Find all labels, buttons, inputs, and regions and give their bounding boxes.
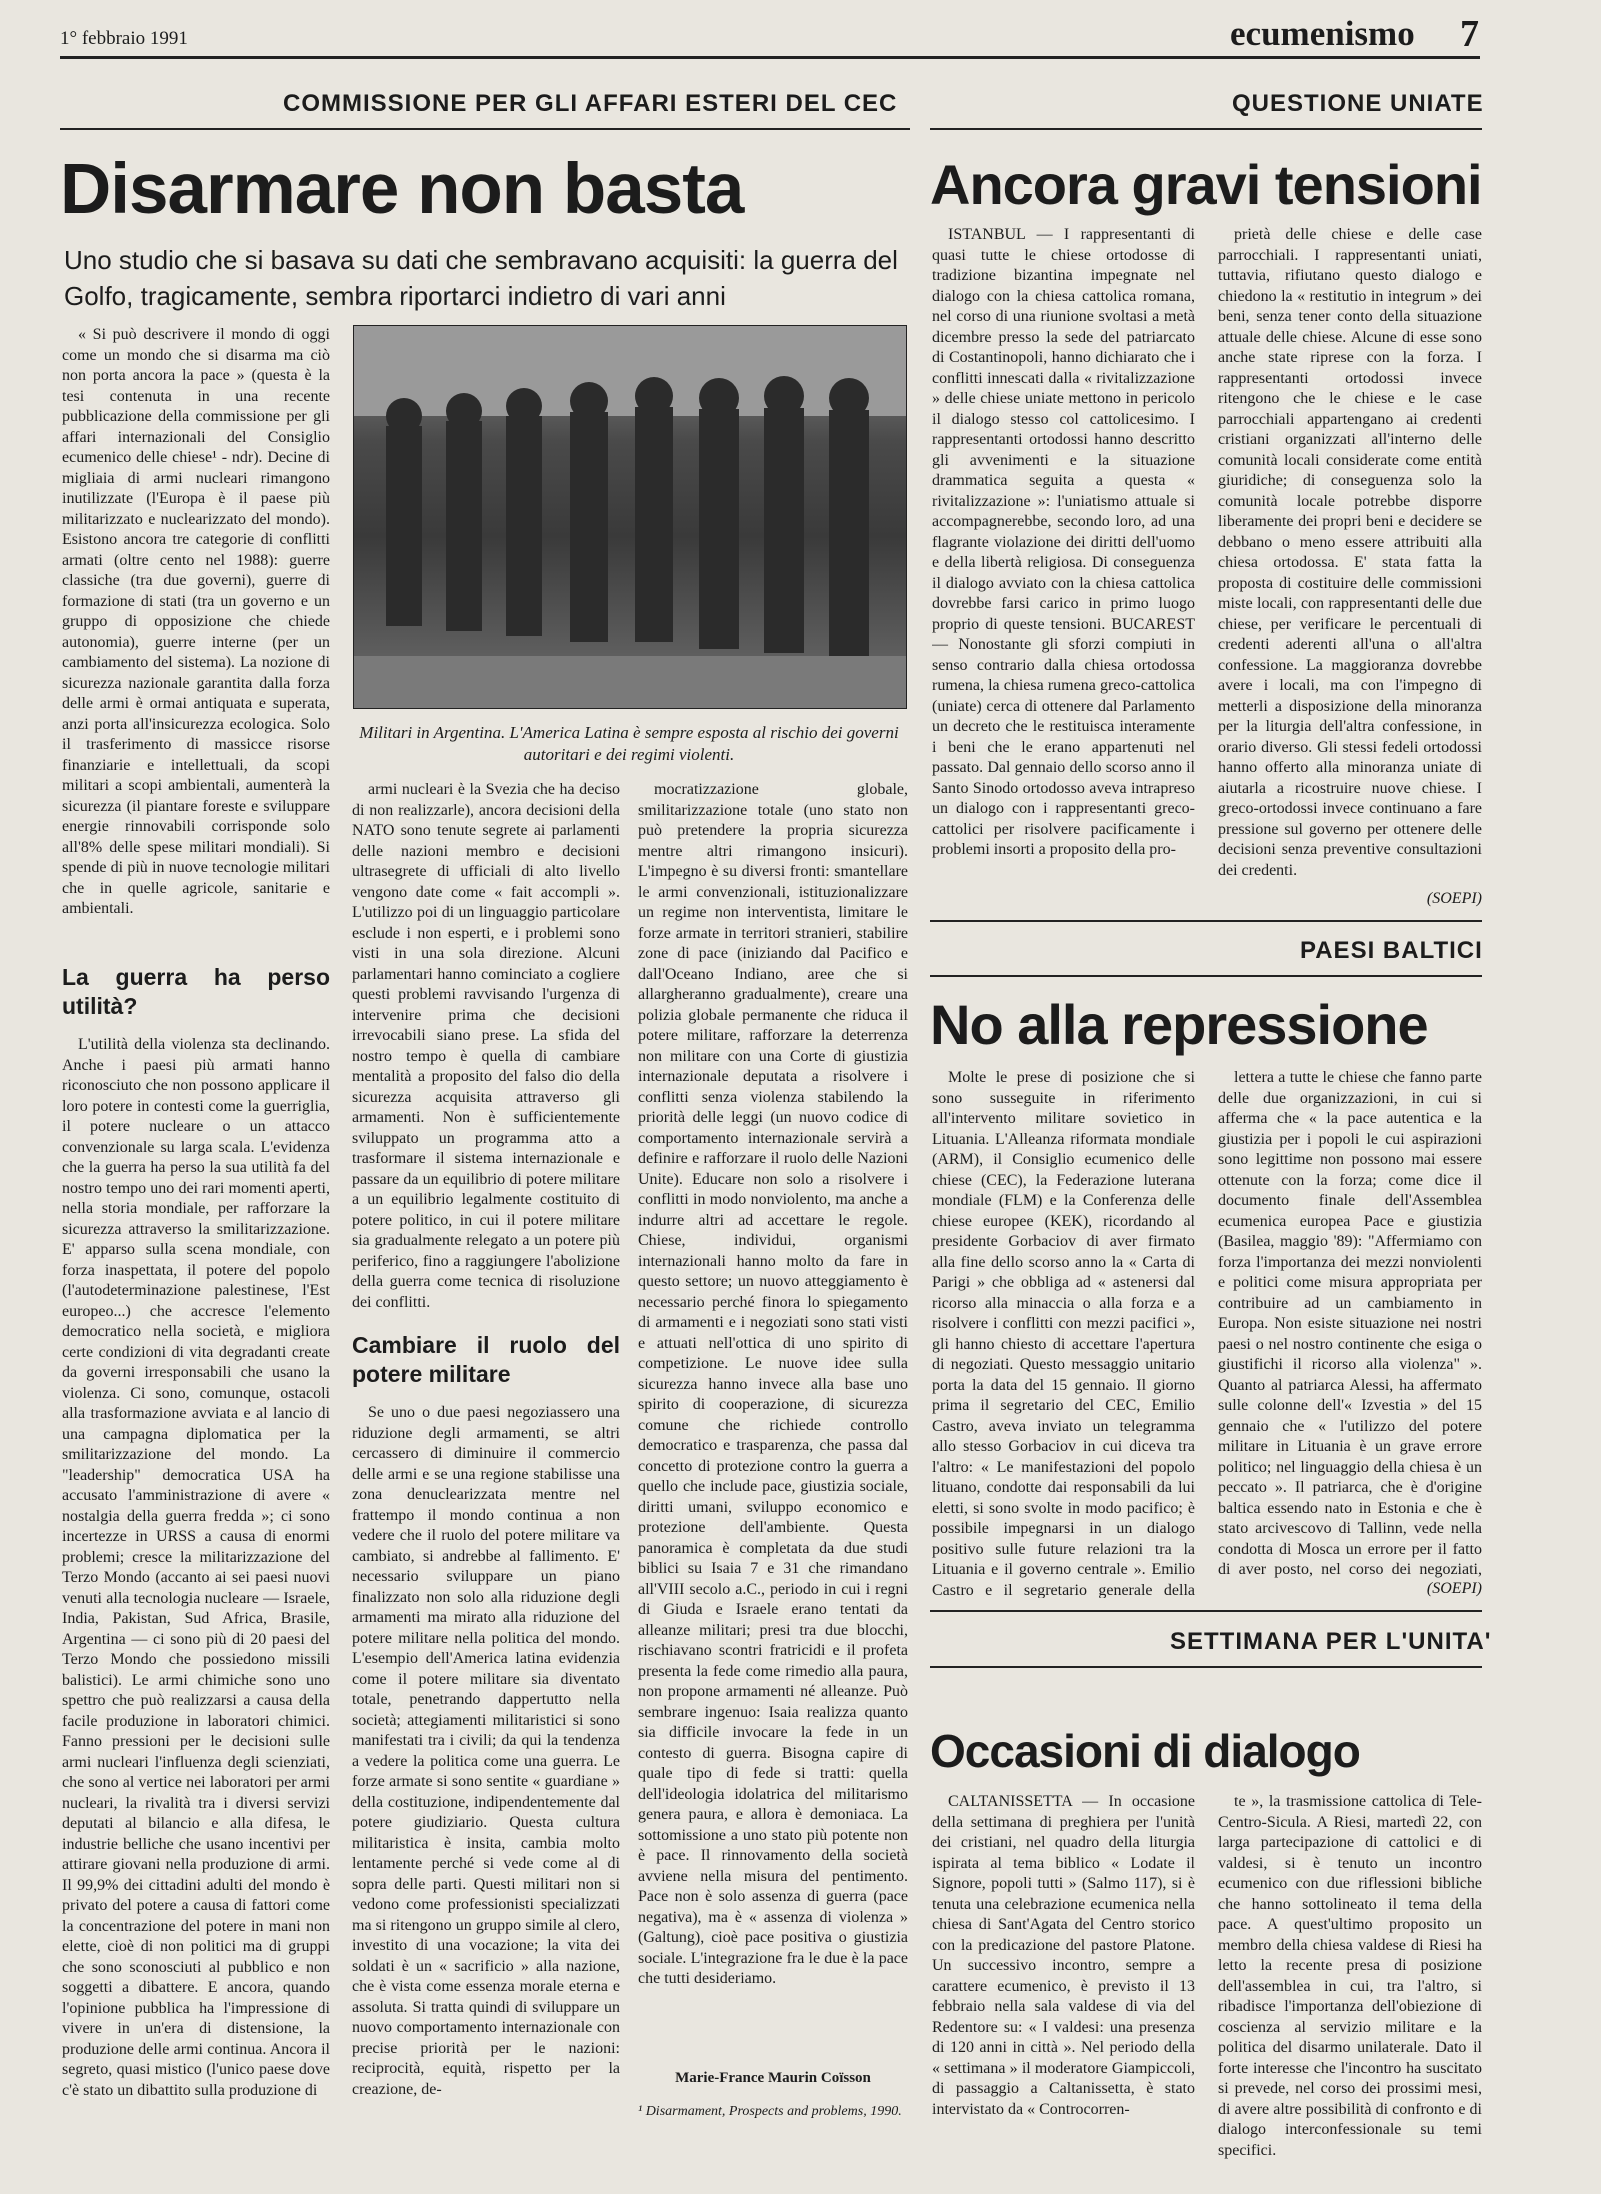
masthead-rule [60,56,1480,59]
unity-col2-text: te », la trasmissione cattolica di Tele-Centro-Sicula. A Riesi, martedì 22, con larga partecipazione di cattolici e di valdesi, si è tenuto un incontro ecumenico con due riflessioni bibliche che hanno sottolineato il tema della pace. A quest'ultimo proposito un membro della chiesa valdese di Riesi ha letto la recente presa di posizione dell'assemblea in cui, tra l'altro, si ribadisce l'importanza dell'obiezione di coscienza al servizio militare e la politica del disarmo unilaterale. Dato il forte interesse che l'incontro ha suscitato si prevede, nel corso dei prossimi mesi, di avere altre possibilità di confronto e di dialogo interconfessionale su temi specifici. [1218,1793,1482,2159]
left-byline: Marie-France Maurin Coïsson [675,2070,871,2086]
uniate-col1-text: ISTANBUL — I rappresentanti di quasi tutte le chiese ortodosse di tradizione bizantina impegnate nel dialogo con la chiesa cattolica romana, nel corso di una riunione svoltasi a metà dicembre presso la sede del patriarcato di Costantinopoli, hanno dichiarato che i conflitti innescati dalla « rivitalizzazione » delle chiese uniate mettono in pericolo il dialogo stesso col cattolicesimo. I rappresentanti ortodossi hanno descritto gli avvenimenti e la situazione drammatica seguita a questa « rivitalizzazione »: l'uniatismo attuale si accompagnerebbe, secondo loro, ad una flagrante violazione dei diritti dell'uomo e della libertà religiosa. Di conseguenza il dialogo avviato con la chiesa cattolica dovrebbe farsi carico in primo luogo proprio di queste tensioni. BUCAREST — Nonostante gli sforzi compiuti in senso contrario dalla chiesa ortodossa rumena, la chiesa rumena greco-cattolica (uniate) cerca di ottenere dal Parlamento un decreto che le restituisca interamente i beni che le erano appartenuti nel passato. Dal gennaio dello scorso anno il Santo Sinodo ortodosso aveva intrapreso un dialogo con i rappresentanti greco-cattolici per risolvere pacificamente i problemi insorti a proposito della pro- [932,226,1195,858]
unity-kicker-rule [930,1666,1482,1668]
left-kicker: COMMISSIONE PER GLI AFFARI ESTERI DEL CEC [283,90,898,117]
left-col2-bottom-text: Se uno o due paesi negoziassero una riduzione degli armamenti, se altri cercassero di diminuire il commercio delle armi e se una regione stabilisse una zona denuclearizzata mentre nel frattempo il mondo continua a non vedere che il ruolo del potere militare va cambiato, si andrebbe al fallimento. E' necessario sviluppare un piano finalizzato non solo alla riduzione degli armamenti ma mirato alla riduzione del potere militare nella politica del mondo. L'esempio dell'America latina evidenzia come il potere militare sia diventato totale, penetrando dappertutto nella società; attegiamenti militaristici si sono manifestati tra i civili; da qui la tendenza a vedere la politica come una guerra. Le forze armate si sono sentite « guardiane » della costituzione, indipendentemente dal potere giudiziario. Questa cultura militaristica è insita, cambia molto lentamente perché si vede come al di sopra delle parti. Questi militari non si vedono come professionisti specializzati ma si ritengono un gruppo simile al clero, investito di una vocazione; la vita dei soldati è un « sacrificio » alla nazione, che è vista come essenza morale eterna e assoluta. Si tratta quindi di sviluppare un nuovo comportamento internazionale con precise priorità per le nazioni: reciprocità, equità, rispetto per la creazione, de- [352,1404,620,2098]
unity-headline: Occasioni di dialogo [930,1725,1360,1777]
left-subhead-2: Cambiare il ruolo del potere militare [352,1332,620,1387]
issue-date: 1° febbraio 1991 [60,28,188,49]
baltic-headline: No alla repressione [930,993,1428,1056]
left-col3-text: mocratizzazione globale, smilitarizzazione totale (uno stato non può pretendere la propria sicurezza mentre altri rimangono insicuri). L'impegno è su diversi fronti: smantellare le armi convenzionali, istituzionalizzare un regime non interventista, limitare le forze armate in territori stranieri, stabilire zone di pace (iniziando dal Pacifico e dall'Oceano Indiano, aree che si allargheranno gradualmente), creare una polizia globale permanente che riduca il potere militare, rafforzare la deterrenza non militare con una Corte di giustizia internazionale deputata a risolvere i conflitti senza violenza stabilendo la priorità delle leggi (un nuovo codice di comportamento internazionale servirà a definire e rafforzare il ruolo delle Nazioni Unite). Educare non solo a risolvere i conflitti in modo nonviolento, ma anche a indurre altri ad accettare le regole. Chiese, individui, organismi internazionali hanno molto da fare in questo settore; un nuovo atteggiamento è necessario perché finora lo spiegamento di armamenti e i negoziati sono stati visti e attuati nell'ottica di uno spirito di competizione. Le nuove idee sulla sicurezza hanno invece alla base uno spirito di cooperazione, di sicurezza comune che richiede controllo democratico e trasparenza, che passa dal concetto di protezione contro la guerra a quello che include pace, giustizia sociale, diritti umani, sviluppo economico e protezione dell'ambiente. Questa panoramica è completata da due studi biblici su Isaia 7 e 31 che rimandano all'VIII secolo a.C., periodo in cui i regni di Giuda e Israele erano tentati da alleanze militari; presi tra due blocchi, rischiavano scontri fratricidi e il profeta presenta la fede come rimedio alla paura, non propone armamenti né alleanze. Può sembrare ingenuo: Isaia realizza quanto sia difficile invocare la fede in un contesto di guerra. Bisogna capire di quale tipo di fede si tratti: quella dell'ideologia idolatrica del militarismo genera paura, e allora è demoniaca. La sottomissione a uno stato più potente non è pace. Il rinnovamento della società avviene nella misura del pentimento. Pace non è solo assenza di guerra (pace negativa), ma è « assenza di violenza » (Galtung), cioè pace positiva o giustizia sociale. L'integrazione fra le due è la pace che tutti desideriamo. [638,781,908,1987]
unity-col2 [1218,1792,1482,2162]
uniate-signature: (SOEPI) [1426,890,1482,907]
left-col2 [352,780,620,2160]
unity-kicker: SETTIMANA PER L'UNITA' [1170,1628,1492,1655]
left-col2-text: armi nucleari è la Svezia che ha deciso di non realizzarle), ancora decisioni della NATO sono tenute segrete ai parlamenti delle nazioni membro e decisioni ultrasegrete di ufficiali di alto livello vengono date come « fait accompli ». L'utilizzo poi di un linguaggio particolare esclude i non esperti, e i problemi sono visti in una sola direzione. Alcuni parlamentari hanno cominciato a cogliere questi problemi ravvisando l'urgenza di intervenire prima che decisioni irrevocabili siano prese. La sfida del nostro tempo è quella di cambiare mentalità a proposito del falso dio della sicurezza acquisita attraverso gli armamenti. Non è sufficientemente sviluppato un programma atto a trasformare il sistema internazionale e passare da un equilibrio di potere militare a un equilibrio legalmente costituito di potere politico, in cui il potere militare sia gradualmente relegato a un potere più periferico, fino a raggiungere l'abolizione della guerra come tecnica di risoluzione dei conflitti. [352,781,620,1311]
left-headline: Disarmare non basta [60,150,744,229]
baltic-col1 [932,1068,1195,1598]
left-col1-top [62,325,330,945]
left-col1-top-text: « Si può descrivere il mondo di oggi come un mondo che si disarma ma ciò non porta ancora la pace » (questa è la tesi contenuta in una recente pubblicazione della commissione per gli affari internazionali del Consiglio ecumenico delle chiese¹ - ndr). Decine di migliaia di armi nucleari rimangono inutilizzate (l'Europa è il paese più militarizzato e nuclearizzato del mondo). Esistono ancora tre categorie di conflitti armati (oltre cento nel 1988): guerre classiche (tra due governi), guerre di formazione di stati (tra un governo e un gruppo di opposizione che chiede autonomia), guerre interne (per un cambiamento del sistema). La nozione di sicurezza nazionale garantita dalla forza delle armi è ormai antiquata e superata, anzi porta all'insicurezza ecologica. Solo il trasferimento di massicce risorse finanziarie e intellettuali, da scopi militari a scopi ambientali, aumenterà la sicurezza (il piantare foreste e sviluppare energie rinnovabili corrisponde solo all'8% delle spese militari mondiali). Si spende di più in nuove tecnologie militari che in quelle agricole, sanitarie e ambientali. [62,326,330,917]
baltic-col2 [1218,1068,1482,1578]
baltic-col2-text: lettera a tutte le chiese che fanno parte delle due organizzazioni, in cui si afferma che « la pace autentica e la giustizia per i popoli le cui aspirazioni sono legittime non possono mai essere ottenute con la forza; come dice il documento finale dell'Assemblea ecumenica europea Pace e giustizia (Basilea, maggio '89): "Affermiamo con forza l'importanza dei mezzi nonviolenti e politici come misura appropriata per contribuire ad un cambiamento in Europa. Non esiste situazione nei nostri paesi o nel nostro continente che esiga o giustifichi il ricorso alla violenza" ». Quanto al patriarca Alessi, ha affermato sulle colonne dell'« Izvestia » del 15 gennaio che « l'utilizzo del potere militare in Lituania è un grave errore politico; nel linguaggio della chiesa è un peccato ». Il patriarca, che è d'origine baltica essendo nato in Estonia e che è stato arcivescovo di Tallinn, vede nella condotta di Mosca un errore per il fatto di aver posto, nel corso dei negoziati, [1218,1069,1482,1578]
baltic-col1-text: Molte le prese di posizione che si sono susseguite in riferimento all'intervento militare sovietico in Lituania. L'Alleanza riformata mondiale (ARM), il Consiglio ecumenico delle chiese (CEC), la Federazione luterana mondiale (FLM) e la Conferenza delle chiese europee (KEK), ricordando al presidente Gorbaciov di aver firmato alla fine dello scorso anno la « Carta di Parigi » che obbliga ad « astenersi dal ricorso alla minaccia o alla forza e a risolvere i conflitti con mezzi pacifici », gli hanno chiesto di accettare l'apertura di negoziati. Questo messaggio unitario porta la data del 15 gennaio. Il giorno prima il segretario del CEC, Emilio Castro, aveva inviato un telegramma allo stesso Gorbaciov in cui diceva tra l'altro: « Le manifestazioni del popolo lituano, condotte dai responsabili da lui eletti, si sono svolte in modo pacifico; è possibile impegnarsi in un dialogo positivo sulle future relazioni tra la Lituania e il governo centrale ». Emilio Castro e il segretario generale della [932,1069,1195,1598]
left-kicker-rule [60,128,910,130]
baltic-kicker: PAESI BALTICI [1300,937,1483,964]
photo-illustration [354,326,906,708]
unity-col1-text: CALTANISSETTA — In occasione della settimana di preghiera per l'unità dei cristiani, nel quadro della liturgia ispirata al tema biblico « Lodate il Signore, popoli tutti » (Salmo 117), si è tenuta una celebrazione ecumenica nella chiesa di Sant'Agata del Centro storico con la predicazione del pastore Platone. Un successivo incontro, sempre a carattere ecumenico, è previsto il 13 febbraio nella sala valdese di via del Redentore su: « I valdesi: una presenza di 120 anni in città ». Nel periodo della « settimana » il moderatore Giampiccoli, di passaggio a Caltanissetta, è stato intervistato da « Controcorren- [932,1793,1195,2118]
page-number: 7 [1460,13,1479,55]
unity-top-rule [930,1610,1482,1612]
left-footnote: ¹ Disarmament, Prospects and problems, 1990. [638,2104,902,2119]
uniate-headline: Ancora gravi tensioni [930,153,1482,216]
photo-caption: Militari in Argentina. L'America Latina è sempre esposta al rischio dei governi autoritari e dei regimi violenti. [359,723,899,764]
left-col1-bottom [62,945,330,2160]
unity-col1 [932,1792,1195,2162]
left-subhead-1: La guerra ha perso utilità? [62,964,330,1019]
uniate-kicker: QUESTIONE UNIATE [1232,90,1484,117]
left-col1-bottom-text: L'utilità della violenza sta declinando. Anche i paesi più armati hanno riconosciuto che non possono applicare il loro potere in contesti come la guerriglia, il potere nucleare o un attacco convenzionale su larga scala. L'evidenza che la guerra ha perso la sua utilità fa del nostro tempo uno dei rari momenti aperti, nella storia mondiale, per rafforzare la sicurezza attraverso la smilitarizzazione. E' apparso sulla scena mondiale, con forza inaspettata, il potere del popolo (l'autodeterminazione palestinese, l'Est europeo...) che accresce l'elemento democratico nella società, e migliora certe condizioni di vita degradanti create da governi irresponsabili che usano la violenza. Ci sono, comunque, ostacoli alla trasformazione avviata e al lancio di una campagna diplomatica per la smilitarizzazione del mondo. La "leadership" democratica USA ha accusato l'amministrazione di avere « nostalgia della guerra fredda »; ci sono incertezze in URSS a causa di enormi problemi; cresce la militarizzazione del Terzo Mondo (accanto ai sei paesi nuovi venuti alla tecnologia nucleare — Israele, India, Pakistan, Sud Africa, Brasile, Argentina — ci sono più di 20 paesi del Terzo Mondo che possiedono missili balistici). Le armi chimiche sono uno spettro che può realizzarsi a causa della facile produzione in laboratori chimici. Fanno pressioni per le decisioni sulle armi nucleari l'influenza degli scienziati, che sono al vertice nei laboratori per armi nucleari, la rivalità tra i diversi servizi deputati al bilancio e alla difesa, le industrie belliche che usano incentivi per attirare giovani nella produzione di armi. Il 99,9% dei cittadini adulti del mondo è privato del potere a causa di fattori come la concentrazione del potere in mani non elette, cioè di non politici ma di gruppi che sono sconosciuti al pubblico e non soggetti a dibattere. E ancora, quando l'opinione pubblica ha l'impressione di vivere in un'era di distensione, la produzione delle armi continua. Ancora il segreto, quasi mistico (l'unico paese dove c'è stato un dibattito sulla produzione di [62,1036,330,2099]
left-standfirst: Uno studio che si basava su dati che sembravano acquisiti: la guerra del Golfo, tragicamente, sembra riportarci indietro di vari anni [64,245,898,311]
uniate-col2-text: prietà delle chiese e delle case parrocchiali. I rappresentanti uniati, tuttavia, rifiutano questo dialogo e chiedono la « restitutio in integrum » dei beni, senza tener conto della situazione attuale delle chiese. Alcune di esse sono anche state riprese con la forza. I rappresentanti ortodossi invece ritengono che le chiese e le case parrocchiali appartengano ai credenti cristiani organizzati all'interno delle comunità locali considerate come entità giuridiche; di conseguenza solo la comunità locale potrebbe disporre liberamente dei propri beni e decidere se debbano o meno essere attribuiti alla chiesa ortodossa. E' stata fatta la proposta di costituire delle commissioni miste locali, con rappresentanti delle due chiese, per verificare le percentuali di credenti aderenti all'una o all'altra confessione. La maggioranza dovrebbe avere i locali, ma con l'impegno di metterli a disposizione della minoranza per la liturgia dell'altra confessione, in orario diverso. Gli stessi fedeli ortodossi hanno offerto alla minoranza uniate di aiutarla a ricostruire nuove chiese. I greco-ortodossi invece continuano a fare pressione sul governo per ottenere delle decisioni senza preventive consultazioni dei credenti. [1218,226,1482,879]
soldiers-photo [353,325,907,709]
left-col3 [638,780,908,2070]
uniate-kicker-rule [930,128,1482,130]
uniate-col1 [932,225,1195,910]
section-name: ecumenismo [1230,14,1415,53]
baltic-signature: (SOEPI) [1426,1580,1482,1597]
uniate-col2 [1218,225,1482,890]
baltic-top-rule [930,920,1482,922]
baltic-kicker-rule [930,975,1482,977]
